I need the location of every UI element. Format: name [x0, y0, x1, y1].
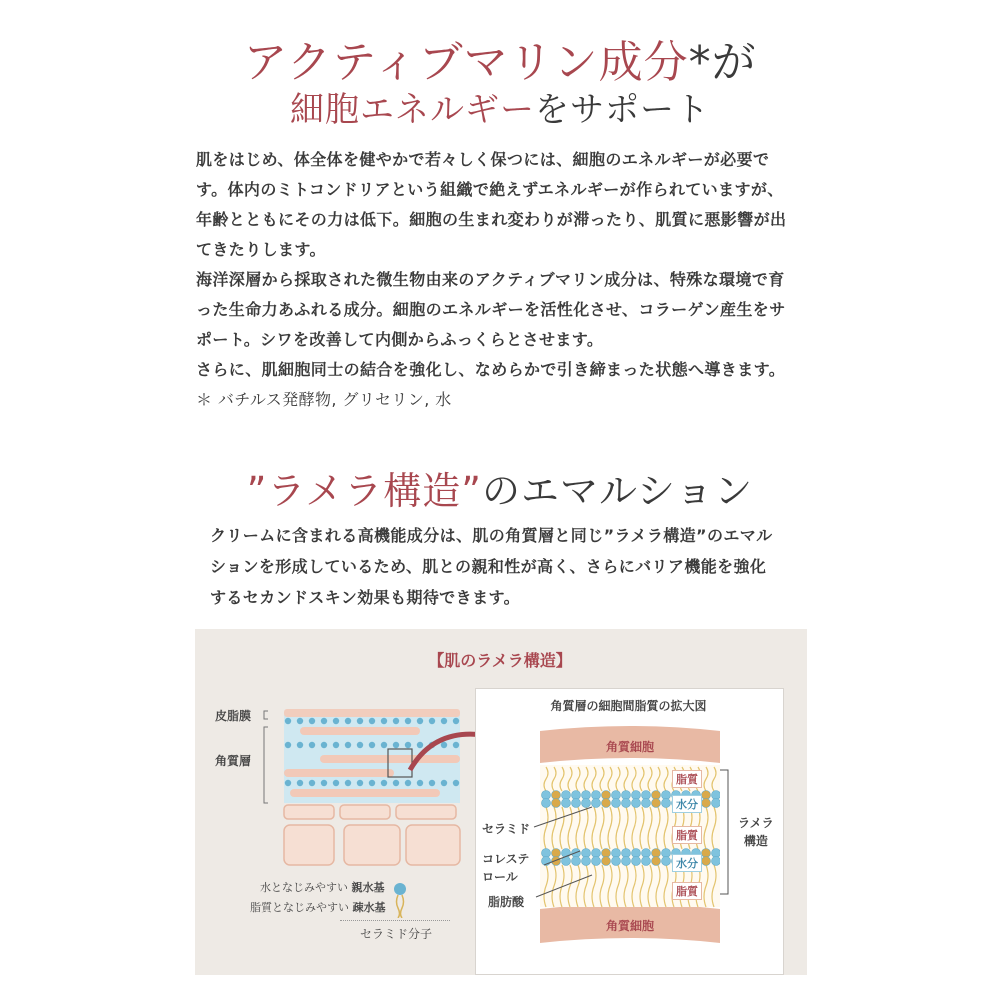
cholesterol-label-line1: コレステ: [482, 852, 530, 866]
legend-hydrophilic: [260, 879, 385, 895]
section2-paragraph: [210, 520, 810, 613]
lipid-tag-3: 脂質: [672, 882, 702, 900]
legend-hydrophobic-prefix: 脂質となじみやすい: [250, 901, 349, 914]
paragraph-line: 海洋深層から採取された微生物由来のアクティブマリン成分は、特殊な環境で育: [196, 270, 785, 289]
pointer-lines: [530, 805, 610, 905]
diagram-title: 【肌のラメラ構造】: [428, 651, 572, 670]
legend-hydrophobic: [250, 899, 386, 915]
lipid-tag-1: 脂質: [672, 770, 702, 788]
ceramide-label: セラミド: [482, 822, 531, 836]
label-sebum-membrane: 皮脂膜: [215, 709, 252, 723]
section1-title-rest: *が: [688, 37, 757, 88]
cell-top-label: 角質細胞: [605, 740, 654, 754]
lamellar-structure-label: [738, 814, 774, 850]
paragraph-line: す。体内のミトコンドリアという組織で絶えずエネルギーが作られていますが、: [196, 180, 784, 199]
section1-title-accent: アクティブマリン成分: [243, 37, 689, 88]
legend-hydrophilic-term: 親水基: [351, 881, 385, 894]
paragraph-line: クリームに含まれる高機能成分は、肌の角質層と同じ”ラメラ構造”のエマル: [210, 526, 773, 545]
legend-divider: [340, 920, 450, 921]
paragraph-line: った生命力あふれる成分。細胞のエネルギーを活性化させ、コラーゲン産生をサ: [196, 300, 786, 319]
legend-hydrophilic-prefix: 水となじみやすい: [260, 881, 348, 894]
section2-title-rest: のエマルション: [481, 469, 754, 513]
paragraph-line: ポート。シワを改善して内側からふっくらとさせます。: [196, 330, 604, 349]
lamellar-label-line2: 構造: [743, 834, 768, 848]
fatty-acid-label: 脂肪酸: [488, 895, 525, 909]
paragraph-line: 年齢とともにその力は低下。細胞の生まれ変わりが滞ったり、肌質に悪影響が出: [196, 210, 787, 229]
section2-title: [0, 460, 1000, 515]
paragraph-line: ションを形成しているため、肌との親和性が高く、さらにバリア機能を強化: [210, 557, 767, 576]
lipid-tag-2: 脂質: [672, 826, 702, 844]
water-tag-1: 水分: [672, 795, 702, 813]
footnote: ＊ バチルス発酵物, グリセリン, 水: [196, 390, 452, 409]
water-tag-2: 水分: [672, 854, 702, 872]
cholesterol-label: [482, 850, 529, 886]
section1-subtitle: [0, 82, 1000, 131]
section1-subtitle-rest: をサポート: [535, 90, 710, 130]
section1-subtitle-accent: 細胞エネルギー: [290, 90, 535, 130]
section1-paragraph: [196, 145, 816, 415]
legend-hydrophobic-term: 疎水基: [352, 901, 386, 914]
paragraph-line: てきたりします。: [196, 240, 326, 259]
paragraph-line: するセカンドスキン効果も期待できます。: [210, 588, 521, 607]
paragraph-line: さらに、肌細胞同士の結合を強化し、なめらかで引き締まった状態へ導きます。: [196, 360, 786, 379]
zoom-title: 角質層の細胞間脂質の拡大図: [550, 699, 707, 713]
lamellar-label-line1: ラメラ: [738, 816, 774, 830]
cell-bottom-label: 角質細胞: [605, 919, 654, 933]
cholesterol-label-line2: ロール: [482, 870, 518, 884]
ceramide-molecule-icon: [392, 882, 408, 918]
section1-title: [0, 26, 1000, 90]
paragraph-line: 肌をはじめ、体全体を健やかで若々しく保つには、細胞のエネルギーが必要で: [196, 150, 770, 169]
lamellar-bracket: [718, 768, 738, 898]
label-stratum-corneum: 角質層: [215, 754, 252, 768]
section2-title-accent: ”ラメラ構造”: [246, 469, 482, 513]
legend-ceramide-molecule: セラミド分子: [360, 927, 433, 941]
